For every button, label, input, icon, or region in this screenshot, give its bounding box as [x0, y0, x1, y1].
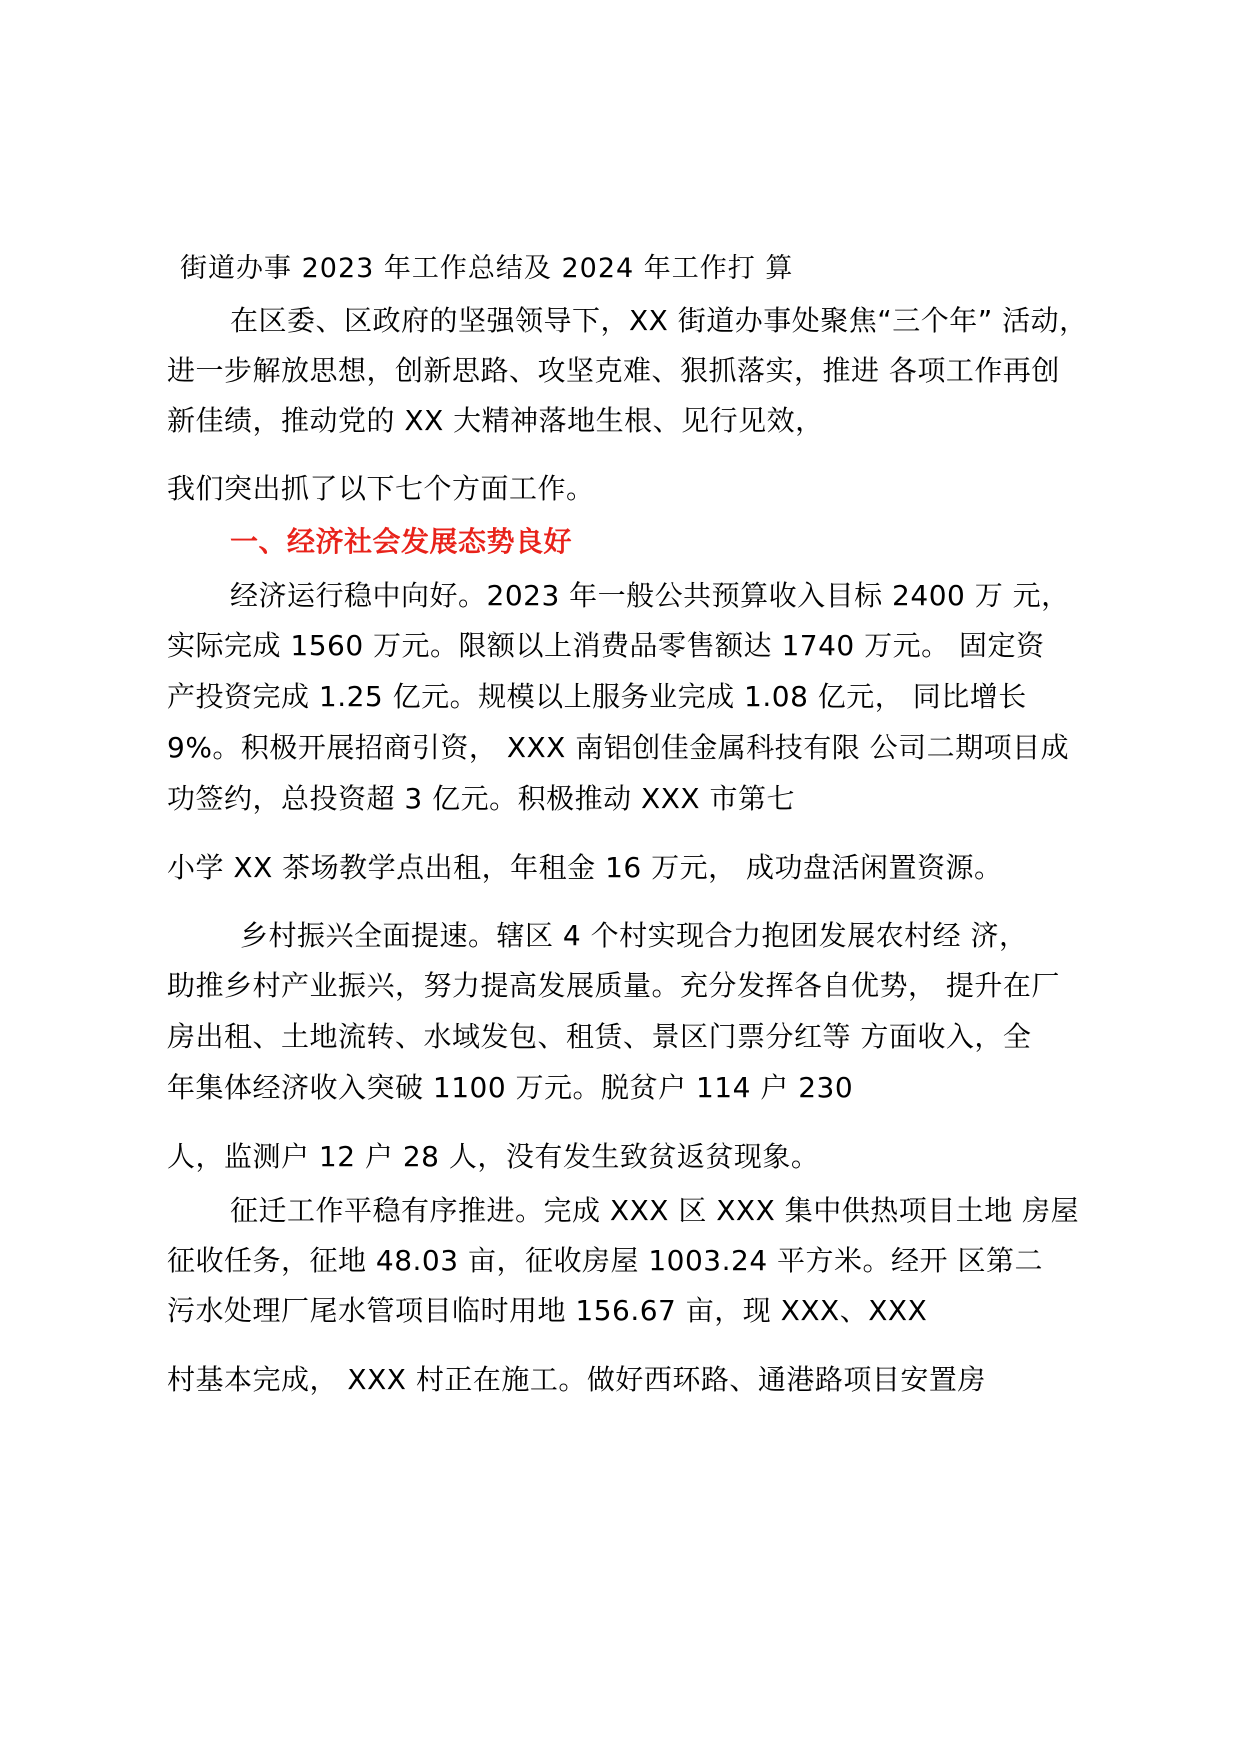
- paragraph-line: 经济运行稳中向好。2023 年一般公共预算收入目标 2400 万 元，: [230, 579, 1070, 612]
- paragraph-line: 征收任务，征地 48.03 亩，征收房屋 1003.24 平方米。经开 区第二: [167, 1244, 1043, 1277]
- document-title: 街道办事 2023 年工作总结及 2024 年工作打 算: [180, 253, 794, 284]
- paragraph-line: 年集体经济收入突破 1100 万元。脱贫户 114 户 230: [167, 1071, 854, 1104]
- paragraph-line: 人，监测户 12 户 28 人，没有发生致贫返贫现象。: [167, 1140, 820, 1173]
- paragraph-line: 村基本完成， XXX 村正在施工。做好西环路、通港路项目安置房: [167, 1363, 986, 1396]
- paragraph-line: 9%。积极开展招商引资， XXX 南铝创佳金属科技有限 公司二期项目成: [167, 731, 1070, 764]
- paragraph-line: 新佳绩，推动党的 XX 大精神落地生根、见行见效，: [167, 404, 824, 437]
- paragraph-line: 我们突出抓了以下七个方面工作。: [167, 472, 595, 505]
- paragraph-line: 实际完成 1560 万元。限额以上消费品零售额达 1740 万元。 固定资: [167, 629, 1045, 662]
- paragraph-line: 污水处理厂尾水管项目临时用地 156.67 亩，现 XXX、XXX: [167, 1294, 928, 1327]
- paragraph-line: 征迁工作平稳有序推进。完成 XXX 区 XXX 集中供热项目土地 房屋: [230, 1194, 1080, 1227]
- paragraph-line: 乡村振兴全面提速。辖区 4 个村实现合力抱团发展农村经 济，: [240, 919, 1028, 952]
- paragraph-line: 小学 XX 茶场教学点出租，年租金 16 万元， 成功盘活闲置资源。: [167, 851, 1003, 884]
- paragraph-line: 功签约，总投资超 3 亿元。积极推动 XXX 市第七: [167, 782, 795, 815]
- paragraph-line: 进一步解放思想，创新思路、攻坚克难、狠抓落实，推进 各项工作再创: [167, 354, 1060, 387]
- paragraph-line: 房出租、土地流转、水域发包、租赁、景区门票分红等 方面收入，全: [167, 1020, 1032, 1053]
- paragraph-line: 产投资完成 1.25 亿元。规模以上服务业完成 1.08 亿元， 同比增长: [167, 680, 1027, 713]
- section-heading: 一、经济社会发展态势良好: [230, 525, 573, 558]
- paragraph-line: 助推乡村产业振兴，努力提高发展质量。充分发挥各自优势， 提升在厂: [167, 969, 1060, 1002]
- paragraph-line: 在区委、区政府的坚强领导下，XX 街道办事处聚焦“三个年” 活动，: [230, 304, 1088, 337]
